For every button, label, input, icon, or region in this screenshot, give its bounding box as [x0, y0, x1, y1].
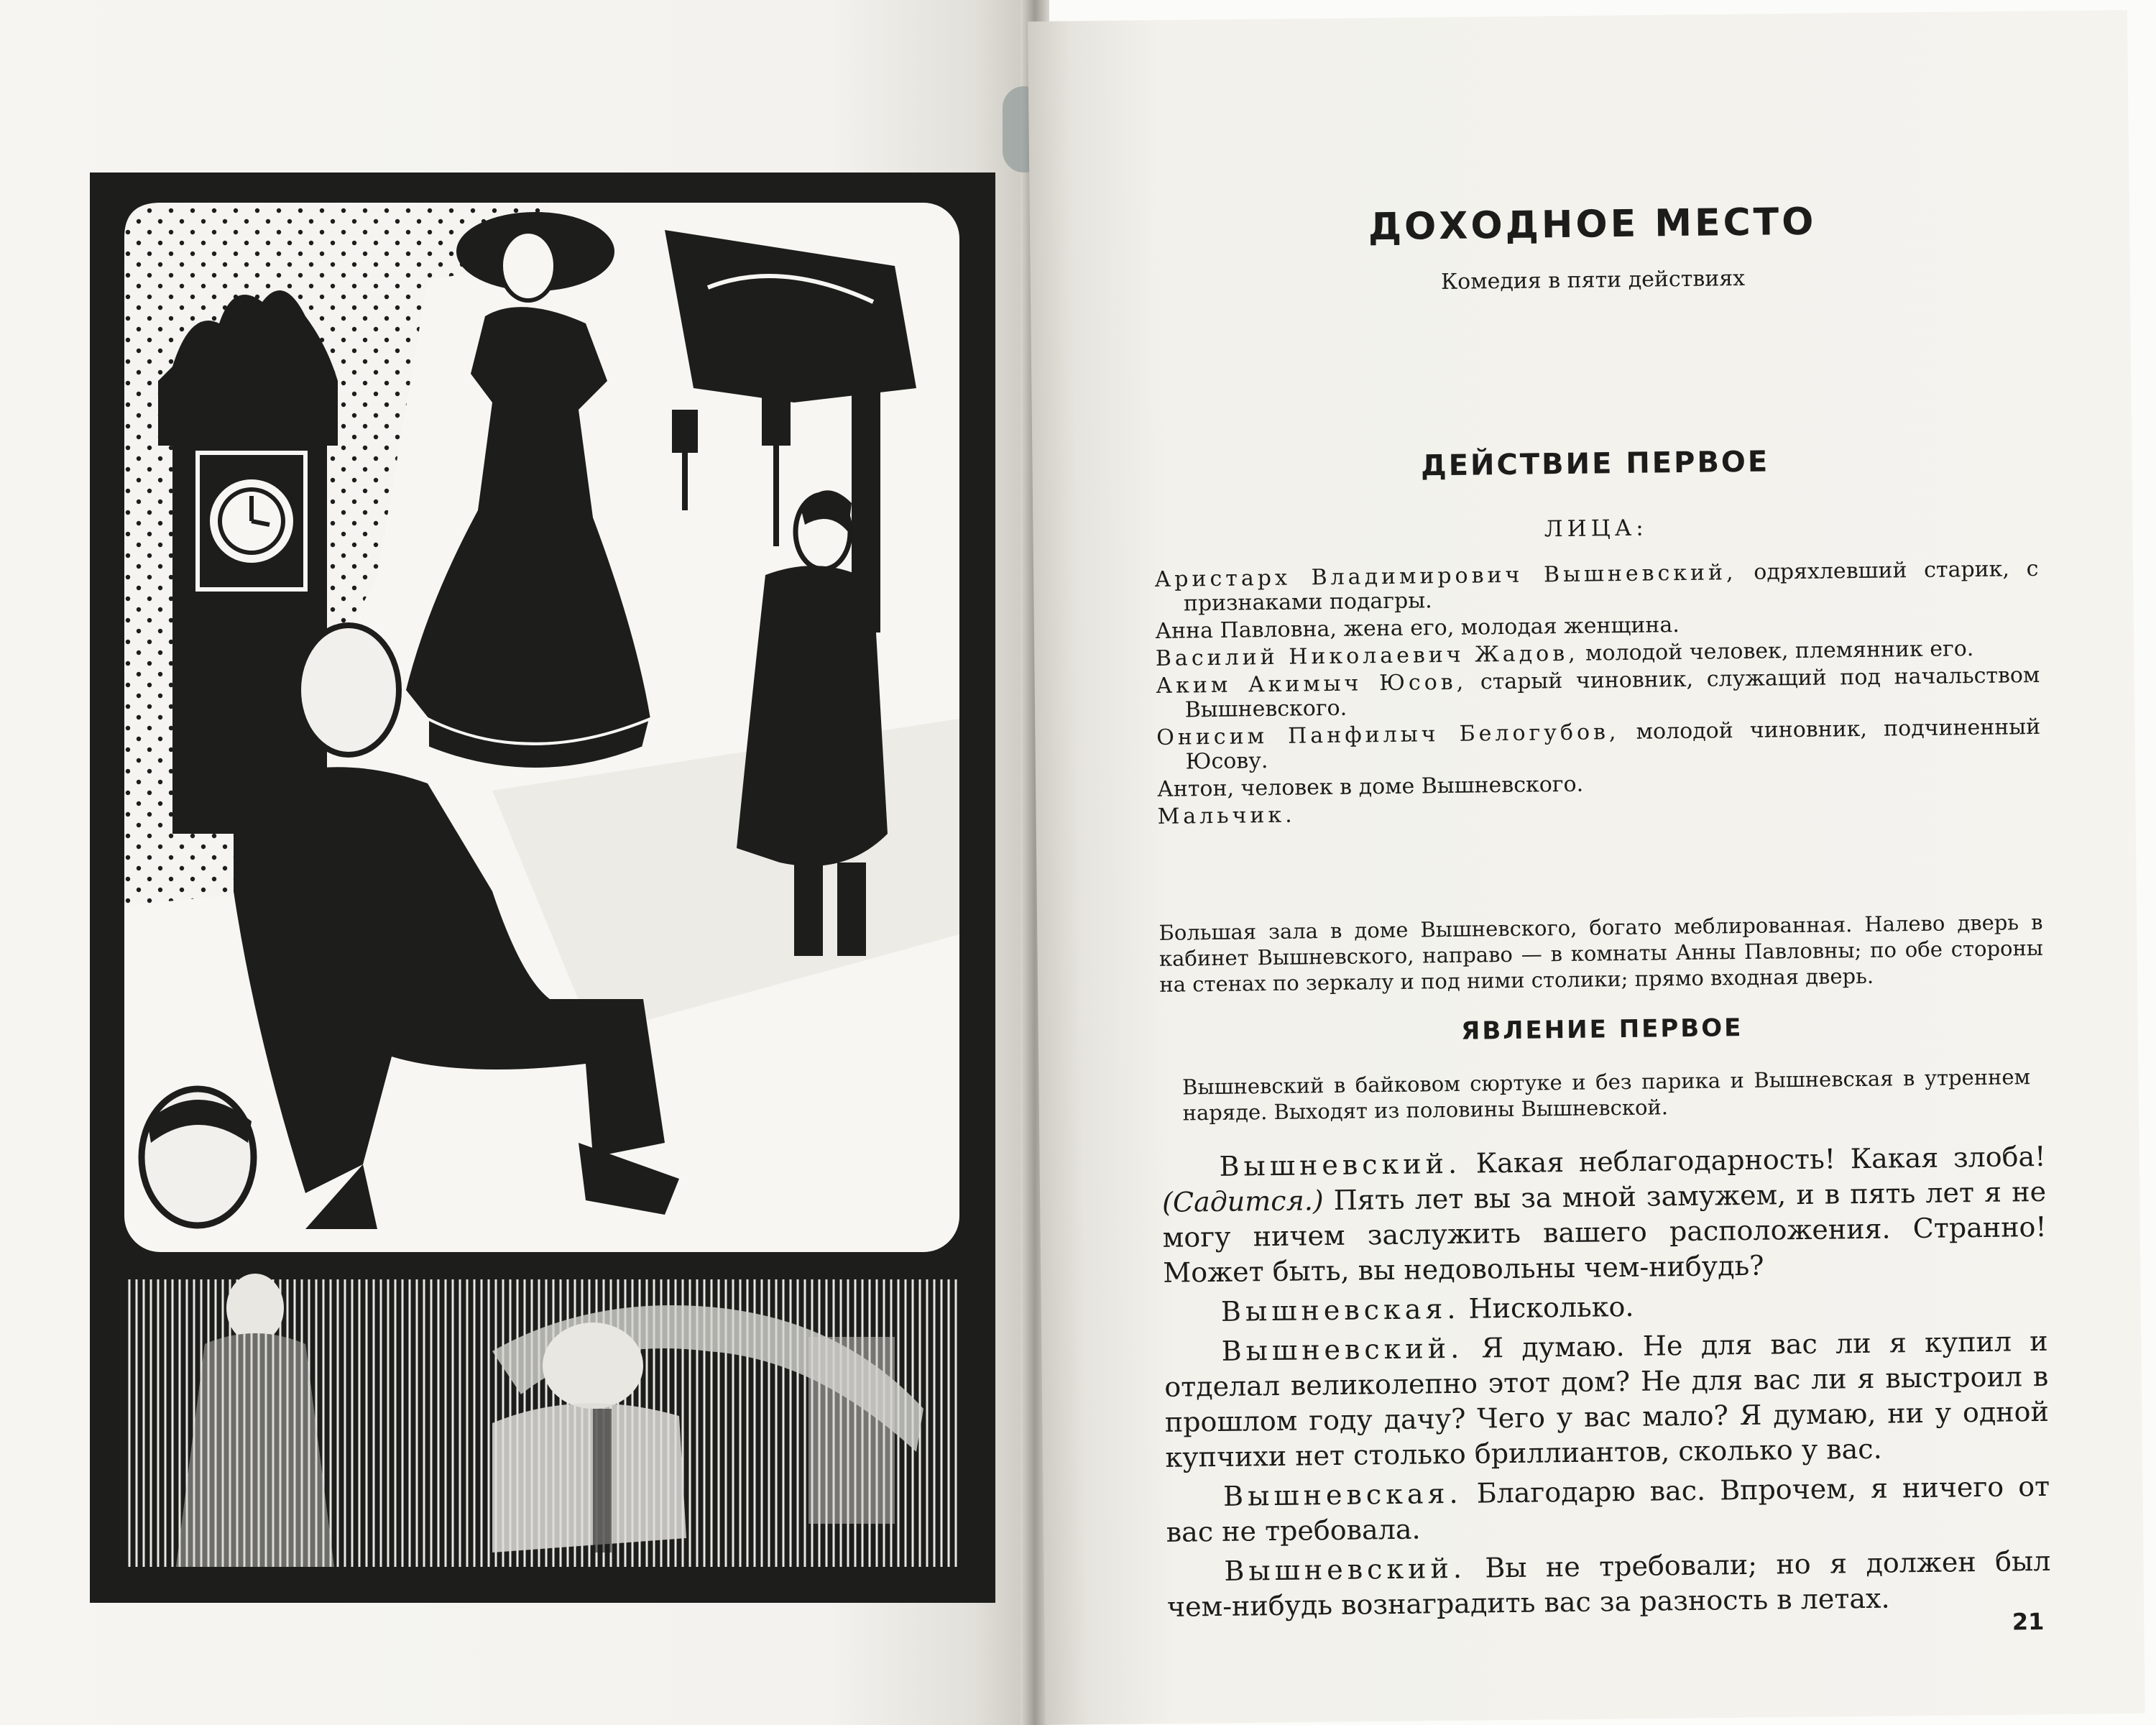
- dialogue-line: [1161, 1139, 2047, 1291]
- character-desc: человек в доме Вышневского.: [1233, 771, 1584, 801]
- play-title: ДОХОДНОЕ МЕСТО: [1368, 200, 1817, 249]
- character-desc: молодой человек, племянник его.: [1578, 636, 1974, 666]
- character-desc: молодой чиновник, подчиненный Юсову.: [1185, 714, 2041, 775]
- character-name: Аким Акимыч Юсов,: [1156, 669, 1468, 699]
- character-entry: [1156, 715, 2041, 775]
- stage-direction: Большая зала в доме Вышневского, богато меблированная. Налево дверь в кабинет Вышневского, направо — в комнаты Анны Павловны; по обе стороны на стенах по зеркалу и под ними столики; прямо входная дверь.: [1158, 909, 2044, 997]
- speaker-name: Вышневский.: [1219, 1147, 1462, 1182]
- line-text: Вы не требовали; но я должен был чем-нибудь вознаградить вас за разность в летах.: [1166, 1545, 2051, 1623]
- character-list: [1154, 557, 2041, 832]
- left-page: [0, 0, 1035, 1725]
- dialogue-line: [1166, 1544, 2051, 1625]
- speaker-name: Вышневский.: [1224, 1552, 1467, 1587]
- character-desc: старый чиновник, служащий под начальством Вышневского.: [1184, 662, 2040, 723]
- woodcut-illustration: [90, 172, 995, 1603]
- speaker-name: Вышневская.: [1220, 1292, 1460, 1328]
- scene-title: ЯВЛЕНИЕ ПЕРВОЕ: [1460, 1013, 1743, 1046]
- page-number: 21: [2012, 1607, 2045, 1636]
- play-subtitle: Комедия в пяти действиях: [1440, 265, 1746, 295]
- character-name: Василий Николаевич Жадов,: [1155, 640, 1579, 671]
- speaker-name: Вышневская.: [1222, 1477, 1462, 1512]
- speaker-name: Вышневский.: [1221, 1332, 1464, 1367]
- line-text-cont: Пять лет вы за мной замужем, и в пять лет я не могу ничем заслужить вашего расположения. Странно! Может быть, вы недовольны чем-нибудь?: [1162, 1175, 2047, 1289]
- dialogue-line: [1164, 1284, 2048, 1330]
- line-text: Я думаю. Не для вас ли я купил и отделал великолепно этот дом? Не для вас ли я выстроил в прошлом году дачу? Чего у вас мало? Я думаю, ни у одной купчихи нет столько бриллиантов, сколько у вас.: [1164, 1325, 2050, 1473]
- line-text: Нисколько.: [1460, 1290, 1634, 1325]
- character-name: Мальчик.: [1157, 802, 1296, 829]
- character-name: Аристарх Владимирович Вышневский,: [1154, 560, 1737, 592]
- line-text: Благодарю вас. Впрочем, я ничего от вас не требовала.: [1166, 1470, 2050, 1548]
- character-desc: одряхлевший старик, с признаками подагры.: [1183, 556, 2039, 617]
- character-entry: [1156, 663, 2040, 723]
- stage-aside: (Садится.): [1161, 1184, 1324, 1218]
- illustration-artwork: [90, 172, 995, 1603]
- dialogue-line: [1164, 1324, 2049, 1476]
- character-name: Антон,: [1156, 776, 1235, 802]
- dialogue: [1161, 1139, 2051, 1629]
- line-text: Какая неблагодарность! Какая злоба!: [1460, 1140, 2046, 1179]
- character-desc: жена его, молодая женщина.: [1336, 612, 1680, 642]
- character-name: Анна Павловна,: [1155, 616, 1337, 644]
- character-name: Онисим Панфилыч Белогубов,: [1156, 719, 1620, 750]
- character-entry: [1154, 557, 2039, 617]
- scene-direction: Вышневский в байковом сюртуке и без парика и Вышневская в утреннем наряде. Выходят из половины Вышневской.: [1181, 1064, 2031, 1126]
- right-page-text: [1150, 183, 2052, 1668]
- persons-heading: ЛИЦА:: [1544, 515, 1648, 543]
- act-title: ДЕЙСТВИЕ ПЕРВОЕ: [1420, 445, 1770, 483]
- dialogue-line: [1166, 1469, 2050, 1550]
